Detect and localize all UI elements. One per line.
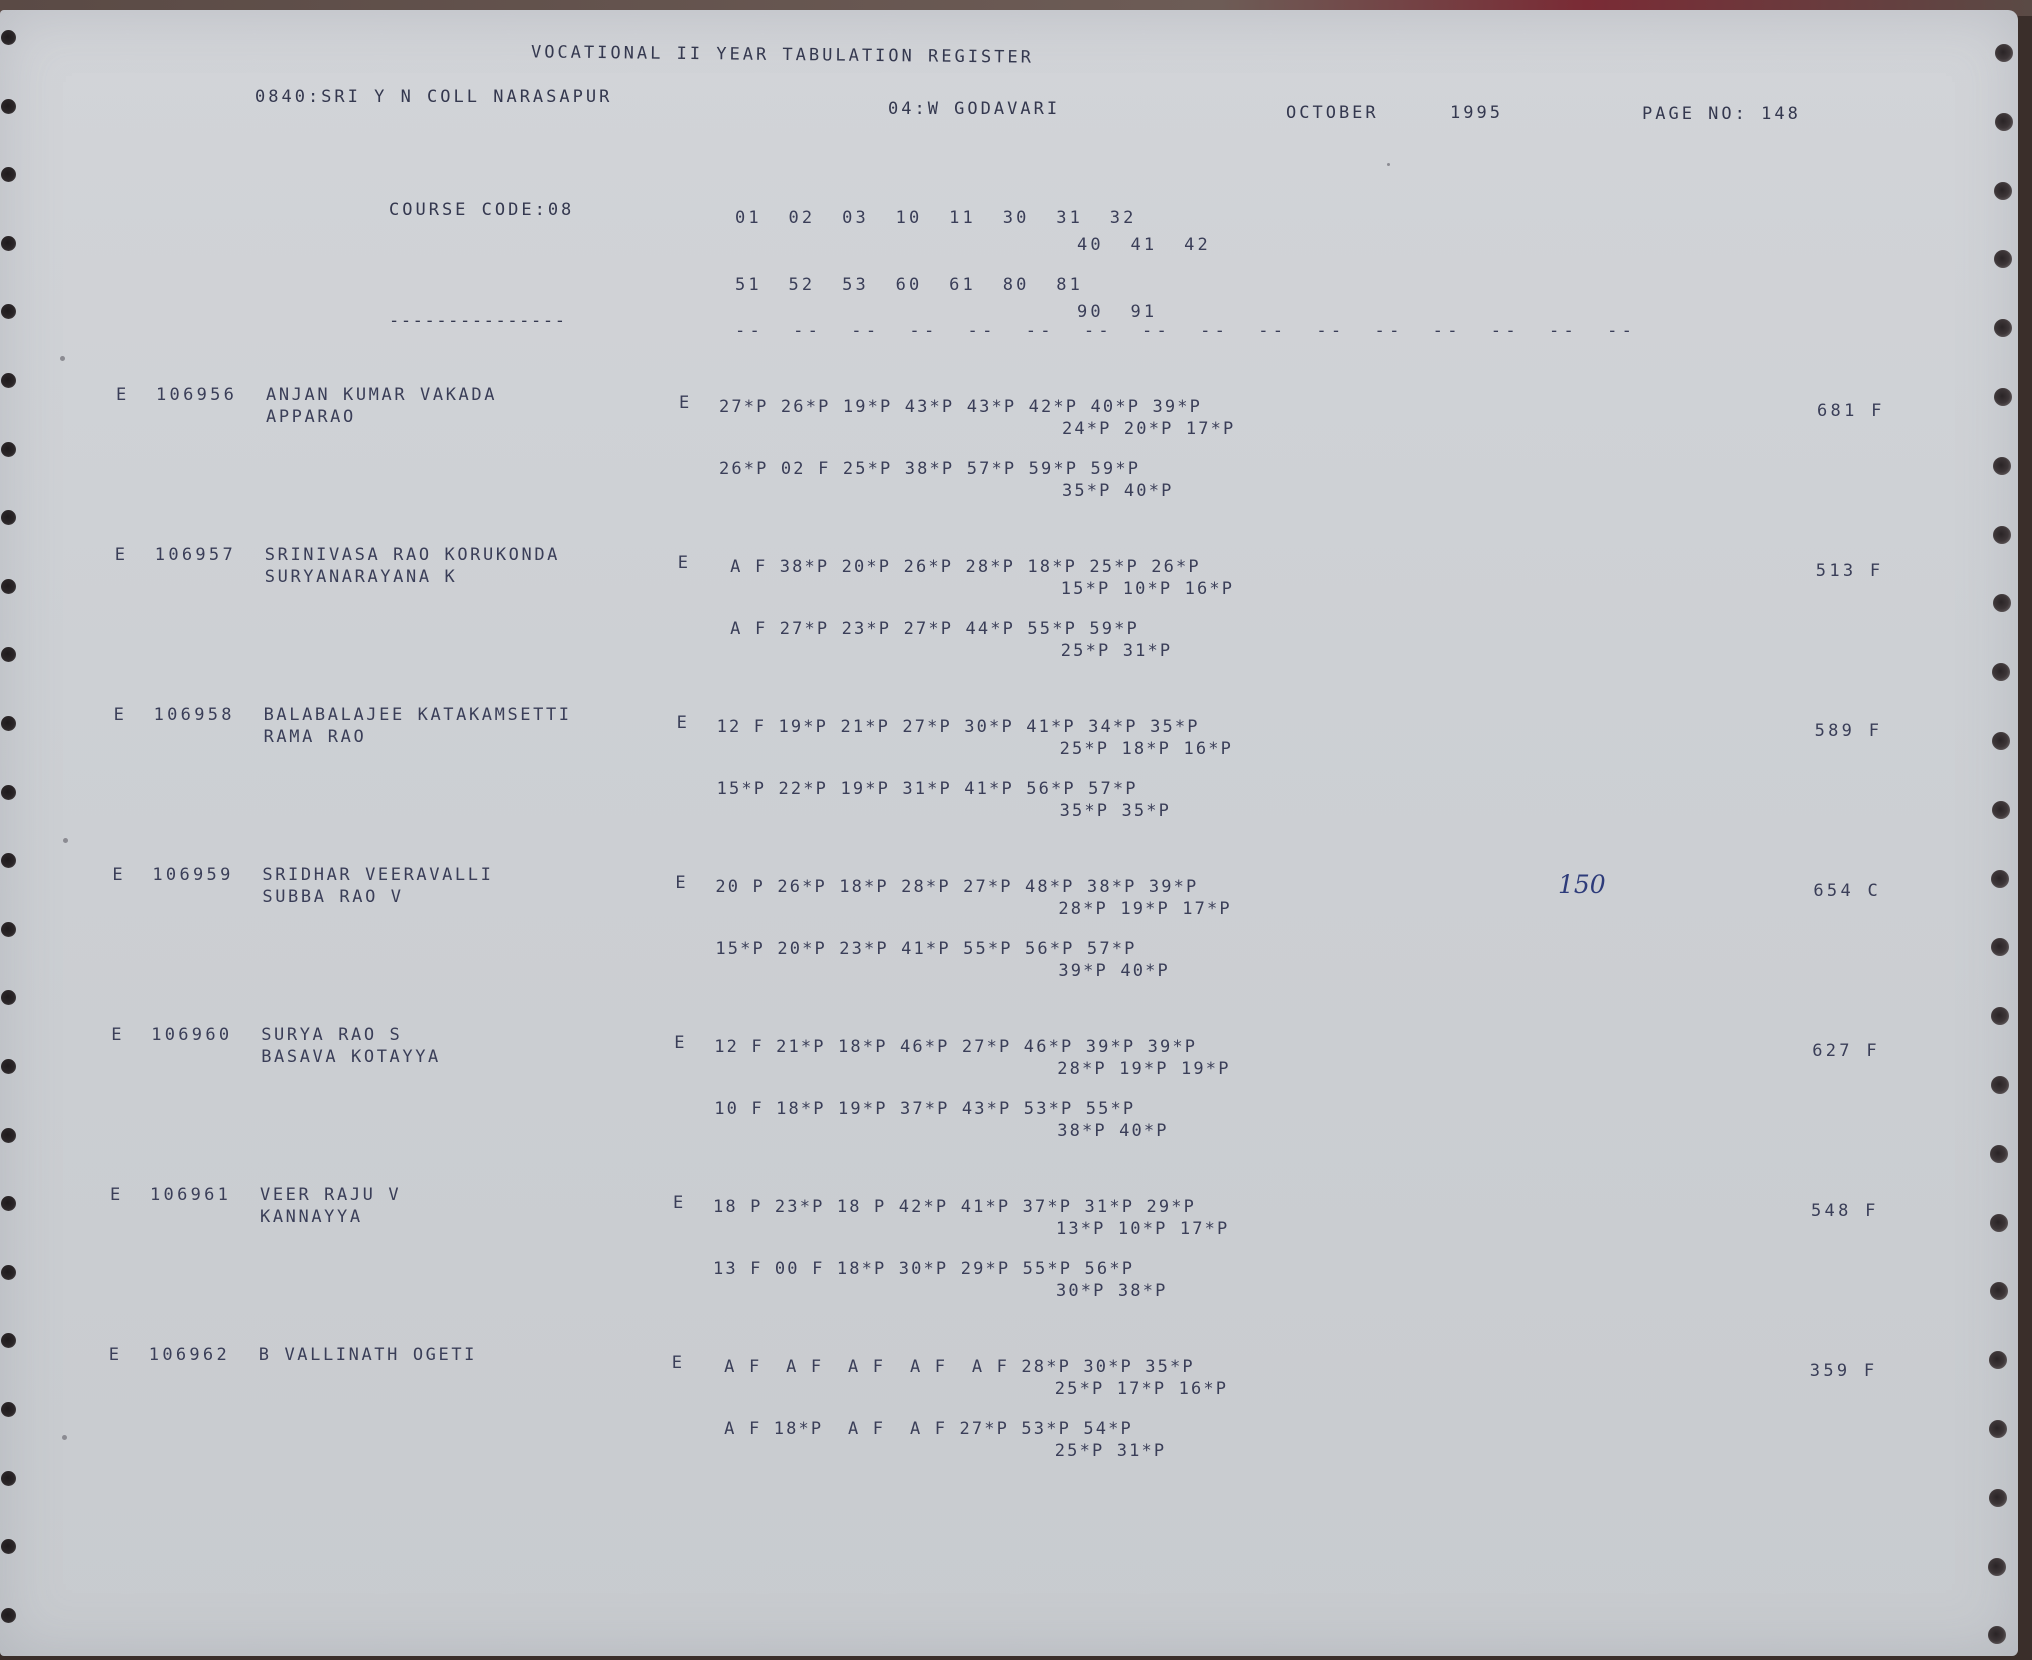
- roll-number: 106961: [150, 1185, 232, 1205]
- sprocket-hole-icon: [1, 1608, 16, 1623]
- roll-number: 106960: [151, 1025, 233, 1045]
- exam-flag: E: [110, 1185, 124, 1205]
- marks-row1-cont: 15*P 10*P 16*P: [1060, 579, 1235, 599]
- sprocket-hole-icon: [1990, 1282, 2008, 1300]
- marks-row2: 13 F 00 F 18*P 30*P 29*P 55*P 56*P: [713, 1259, 1135, 1279]
- subject-exam-flag: E: [673, 1193, 687, 1213]
- marks-row2-cont: 30*P 38*P: [1056, 1281, 1168, 1301]
- page-number: PAGE NO: 148: [1642, 104, 1801, 124]
- exam-year: 1995: [1450, 103, 1503, 123]
- exam-flag: E: [114, 545, 129, 565]
- sprocket-hole-icon: [1988, 1558, 2006, 1576]
- student-name-line2: APPARAO: [266, 407, 356, 427]
- marks-row2-cont: 25*P 31*P: [1060, 641, 1173, 661]
- marks-row1: 18 P 23*P 18 P 42*P 41*P 37*P 31*P 29*P: [713, 1197, 1197, 1217]
- marks-row1-cont: 13*P 10*P 17*P: [1056, 1219, 1230, 1239]
- marks-row1-cont: 28*P 19*P 17*P: [1058, 899, 1232, 919]
- roll-number: 106957: [154, 545, 237, 565]
- sprocket-hole-icon: [1995, 113, 2013, 131]
- exam-flag: E: [116, 385, 130, 405]
- grand-total: 513 F: [1815, 561, 1884, 581]
- student-name-line2: BASAVA KOTAYYA: [261, 1047, 441, 1067]
- paper-speck: [63, 838, 68, 843]
- handwritten-note: 150: [1558, 870, 1606, 899]
- course-code-label: COURSE CODE:08: [389, 200, 575, 220]
- student-name-line2: RAMA RAO: [263, 727, 367, 747]
- tabulation-sheet: [0, 10, 2018, 1656]
- subject-codes-row1: 01 02 03 10 11 30 31 32: [735, 208, 1137, 228]
- course-dashes: ---------------: [389, 311, 567, 331]
- sprocket-hole-icon: [1992, 732, 2010, 750]
- student-name: VEER RAJU V: [260, 1185, 402, 1205]
- sprocket-hole-icon: [1, 30, 16, 45]
- sprocket-hole-icon: [1, 1471, 16, 1486]
- sprocket-hole-icon: [1, 99, 16, 114]
- marks-row2: 26*P 02 F 25*P 38*P 57*P 59*P 59*P: [719, 459, 1141, 479]
- student-name-line2: KANNAYYA: [260, 1207, 363, 1227]
- exam-flag: E: [113, 705, 128, 725]
- marks-row2: 10 F 18*P 19*P 37*P 43*P 53*P 55*P: [714, 1099, 1136, 1119]
- sprocket-hole-icon: [1990, 1214, 2008, 1232]
- marks-row2: A F 27*P 23*P 27*P 44*P 55*P 59*P: [717, 619, 1139, 639]
- paper-speck: [1387, 163, 1390, 166]
- sprocket-hole-icon: [1993, 457, 2011, 475]
- sprocket-hole-icon: [1993, 594, 2011, 612]
- marks-row2-cont: 38*P 40*P: [1057, 1121, 1169, 1141]
- sprocket-hole-icon: [1, 922, 16, 937]
- roll-number: 106958: [153, 705, 235, 725]
- sprocket-hole-icon: [1994, 319, 2012, 337]
- register-title: VOCATIONAL II YEAR TABULATION REGISTER: [530, 42, 1035, 68]
- sprocket-hole-icon: [1990, 1145, 2008, 1163]
- sprocket-hole-icon: [1994, 388, 2012, 406]
- sprocket-hole-icon: [1, 1265, 16, 1280]
- sprocket-hole-icon: [1, 1128, 16, 1143]
- marks-row2-cont: 25*P 31*P: [1054, 1441, 1167, 1461]
- marks-row2-cont: 35*P 40*P: [1062, 481, 1174, 501]
- marks-row2-cont: 39*P 40*P: [1058, 961, 1170, 981]
- sprocket-hole-icon: [1994, 182, 2012, 200]
- grand-total: 548 F: [1811, 1201, 1879, 1221]
- sprocket-hole-icon: [1, 373, 16, 388]
- paper-speck: [62, 1435, 67, 1440]
- marks-row1: A F 38*P 20*P 26*P 28*P 18*P 25*P 26*P: [717, 557, 1201, 577]
- sprocket-hole-icon: [1, 236, 16, 251]
- student-name: SRIDHAR VEERAVALLI: [262, 865, 494, 885]
- sprocket-hole-icon: [1, 579, 16, 594]
- sprocket-hole-icon: [1993, 526, 2011, 544]
- exam-flag: E: [112, 865, 126, 885]
- college-name: 0840:SRI Y N COLL NARASAPUR: [255, 87, 613, 107]
- roll-number: 106956: [156, 385, 238, 405]
- marks-row1: 20 P 26*P 18*P 28*P 27*P 48*P 38*P 39*P: [715, 877, 1199, 897]
- sprocket-hole-icon: [1, 716, 16, 731]
- sprocket-hole-icon: [1, 785, 16, 800]
- roll-number: 106959: [152, 865, 234, 885]
- student-name: B VALLINATH OGETI: [258, 1345, 477, 1365]
- marks-row2: 15*P 22*P 19*P 31*P 41*P 56*P 57*P: [716, 779, 1138, 799]
- district-name: 04:W GODAVARI: [888, 99, 1061, 119]
- student-name: SRINIVASA RAO KORUKONDA: [264, 545, 560, 565]
- subject-codes-row2b: 90 91: [1077, 302, 1158, 322]
- subject-exam-flag: E: [674, 1033, 688, 1053]
- grand-total: 627 F: [1812, 1041, 1880, 1061]
- marks-row1-cont: 28*P 19*P 19*P: [1057, 1059, 1231, 1079]
- column-dashes: -- -- -- -- -- -- -- -- -- -- -- -- -- -- -- --: [735, 321, 1637, 341]
- student-name: SURYA RAO S: [261, 1025, 403, 1045]
- sprocket-hole-icon: [1991, 1076, 2009, 1094]
- student-name: ANJAN KUMAR VAKADA: [266, 385, 498, 405]
- sprocket-hole-icon: [1, 1059, 16, 1074]
- subject-exam-flag: E: [675, 873, 689, 893]
- grand-total: 654 C: [1813, 881, 1882, 901]
- subject-exam-flag: E: [676, 713, 691, 733]
- marks-row1: 12 F 19*P 21*P 27*P 30*P 41*P 34*P 35*P: [716, 717, 1200, 737]
- sprocket-hole-icon: [1991, 1007, 2009, 1025]
- sprocket-hole-icon: [1992, 801, 2010, 819]
- sprocket-hole-icon: [1, 442, 16, 457]
- marks-row2: A F 18*P A F A F 27*P 53*P 54*P: [711, 1419, 1133, 1439]
- sprocket-hole-icon: [1991, 870, 2009, 888]
- paper-speck: [60, 356, 65, 361]
- sprocket-hole-icon: [1, 1402, 16, 1417]
- marks-row1: A F A F A F A F A F 28*P 30*P 35*P: [711, 1357, 1195, 1377]
- subject-exam-flag: E: [679, 393, 693, 413]
- exam-flag: E: [111, 1025, 125, 1045]
- marks-row1: 27*P 26*P 19*P 43*P 43*P 42*P 40*P 39*P: [719, 397, 1203, 417]
- sprocket-hole-icon: [1989, 1420, 2007, 1438]
- subject-codes-row1b: 40 41 42: [1077, 235, 1211, 255]
- exam-flag: E: [108, 1345, 123, 1365]
- grand-total: 681 F: [1817, 401, 1885, 421]
- marks-row1: 12 F 21*P 18*P 46*P 27*P 46*P 39*P 39*P: [714, 1037, 1198, 1057]
- subject-exam-flag: E: [677, 553, 692, 573]
- sprocket-hole-icon: [1989, 1489, 2007, 1507]
- marks-row1-cont: 25*P 17*P 16*P: [1054, 1379, 1229, 1399]
- roll-number: 106962: [148, 1345, 231, 1365]
- marks-row1-cont: 25*P 18*P 16*P: [1059, 739, 1233, 759]
- sprocket-hole-icon: [1995, 44, 2013, 62]
- grand-total: 589 F: [1814, 721, 1883, 741]
- marks-row1-cont: 24*P 20*P 17*P: [1062, 419, 1236, 439]
- grand-total: 359 F: [1809, 1361, 1878, 1381]
- subject-codes-row2: 51 52 53 60 61 80 81: [735, 275, 1084, 295]
- subject-exam-flag: E: [671, 1353, 686, 1373]
- student-name-line2: SURYANARAYANA K: [264, 567, 458, 587]
- student-name-line2: SUBBA RAO V: [262, 887, 404, 907]
- marks-row2: 15*P 20*P 23*P 41*P 55*P 56*P 57*P: [715, 939, 1137, 959]
- exam-month: OCTOBER: [1286, 103, 1379, 123]
- student-name: BALABALAJEE KATAKAMSETTI: [263, 705, 572, 725]
- marks-row2-cont: 35*P 35*P: [1059, 801, 1172, 821]
